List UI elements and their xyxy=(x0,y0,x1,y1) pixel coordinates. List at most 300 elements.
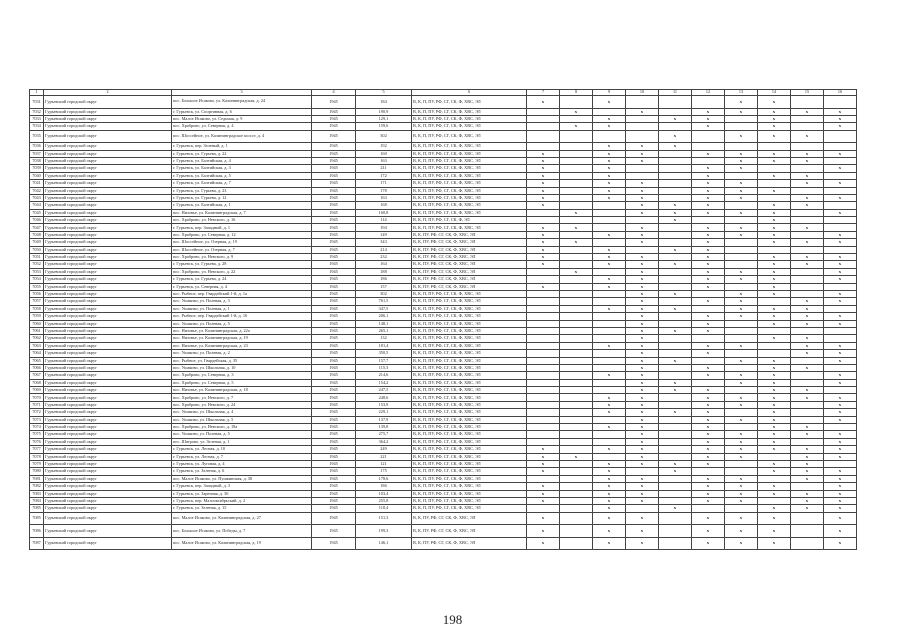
x-mark: x xyxy=(805,453,809,459)
mark-cell xyxy=(824,438,857,445)
mark-cell xyxy=(593,525,626,538)
area-cell: 249 xyxy=(356,446,412,453)
x-mark: x xyxy=(772,438,776,444)
mark-cell xyxy=(659,276,692,283)
mark-cell xyxy=(560,350,593,357)
works-cell: В, К, П, ПУ, РФ, СГ, СК, Ф, ХВС, ЭЛ xyxy=(412,401,527,408)
address-cell: г. Гурьевск, ул. Балтийская, д. 1 xyxy=(172,202,312,209)
mark-cell xyxy=(758,96,791,109)
works-cell: В, К, П, ПУ, РФ, СГ, СК, Ф, ХВС, ЭЛ xyxy=(412,327,527,334)
table-row xyxy=(30,342,857,349)
mark-cell xyxy=(626,239,659,246)
address-cell: г. Гурьевск, ул. Гурьева, д. 24 xyxy=(172,276,312,283)
mark-cell xyxy=(758,505,791,512)
mark-cell xyxy=(626,505,659,512)
mark-cell xyxy=(593,424,626,431)
x-mark: x xyxy=(541,283,545,289)
row-number: 7075 xyxy=(30,431,44,438)
mark-cell xyxy=(692,327,725,334)
mark-cell xyxy=(659,512,692,525)
area-cell: 160,8 xyxy=(356,209,412,216)
x-mark: x xyxy=(640,424,644,430)
area-cell: 255,8 xyxy=(356,497,412,504)
district-cell: Гурьевский городской округ xyxy=(44,130,172,143)
mark-cell xyxy=(527,246,560,253)
mark-cell xyxy=(560,364,593,371)
x-mark: x xyxy=(607,231,611,237)
table-row xyxy=(30,123,857,130)
mark-cell xyxy=(725,194,758,201)
x-mark: x xyxy=(706,165,710,171)
x-mark: x xyxy=(805,364,809,370)
mark-cell xyxy=(593,497,626,504)
year-cell: 1945 xyxy=(312,268,356,275)
mark-cell xyxy=(527,335,560,342)
mark-cell xyxy=(725,431,758,438)
mark-cell xyxy=(791,438,824,445)
x-mark: x xyxy=(673,387,677,393)
mark-cell xyxy=(692,180,725,187)
works-cell: В, К, П, ПУ, РФ, СГ, СК, Ф, ЭЛ xyxy=(412,217,527,224)
x-mark: x xyxy=(838,231,842,237)
area-cell: 350,5 xyxy=(356,350,412,357)
mark-cell xyxy=(725,305,758,312)
mark-cell xyxy=(791,416,824,423)
mark-cell xyxy=(626,276,659,283)
x-mark: x xyxy=(541,158,545,163)
mark-cell xyxy=(626,483,659,490)
mark-cell xyxy=(791,187,824,194)
x-mark: x xyxy=(706,515,710,521)
year-cell: 1945 xyxy=(312,224,356,231)
column-header-1: 1 xyxy=(30,90,44,96)
x-mark: x xyxy=(772,276,776,282)
x-mark: x xyxy=(805,150,809,156)
works-cell: В, К, П, ПУ, РФ, СГ, СК, Ф, ХВС, ЭЛ xyxy=(412,123,527,130)
x-mark: x xyxy=(838,409,842,415)
mark-cell xyxy=(791,268,824,275)
mark-cell xyxy=(725,453,758,460)
area-cell: 129,1 xyxy=(356,115,412,122)
mark-cell xyxy=(626,357,659,364)
mark-cell xyxy=(824,335,857,342)
address-cell: г. Гурьевск, ул. Балтийская, д. 7 xyxy=(172,180,312,187)
mark-cell xyxy=(758,290,791,297)
row-number: 7082 xyxy=(30,483,44,490)
year-cell: 1945 xyxy=(312,327,356,334)
mark-cell xyxy=(725,268,758,275)
mark-cell xyxy=(593,209,626,216)
x-mark: x xyxy=(640,342,644,348)
x-mark: x xyxy=(838,254,842,260)
x-mark: x xyxy=(607,461,611,467)
x-mark: x xyxy=(673,202,677,208)
area-cell: 229,1 xyxy=(356,409,412,416)
x-mark: x xyxy=(805,446,809,452)
works-cell: В, К, П, ПУ, РФ, СГ, СК, Ф, ХВС, ЭЛ xyxy=(412,224,527,231)
mark-cell xyxy=(626,172,659,179)
row-number: 7085 xyxy=(30,505,44,512)
x-mark: x xyxy=(805,342,809,348)
row-number: 7035 xyxy=(30,130,44,143)
mark-cell xyxy=(593,327,626,334)
table-row xyxy=(30,115,857,122)
mark-cell xyxy=(758,424,791,431)
x-mark: x xyxy=(706,313,710,319)
x-mark: x xyxy=(772,505,776,511)
x-mark: x xyxy=(607,115,611,121)
district-cell: Гурьевский городской округ xyxy=(44,150,172,157)
table-row xyxy=(30,172,857,179)
year-cell: 1945 xyxy=(312,537,356,550)
table-row xyxy=(30,202,857,209)
year-cell: 1945 xyxy=(312,202,356,209)
column-header-8: 8 xyxy=(560,90,593,96)
mark-cell xyxy=(824,460,857,467)
district-cell: Гурьевский городской округ xyxy=(44,446,172,453)
x-mark: x xyxy=(706,283,710,289)
mark-cell xyxy=(824,327,857,334)
table-row xyxy=(30,409,857,416)
mark-cell xyxy=(758,194,791,201)
mark-cell xyxy=(659,268,692,275)
x-mark: x xyxy=(574,209,578,215)
year-cell: 1945 xyxy=(312,446,356,453)
mark-cell xyxy=(527,254,560,261)
x-mark: x xyxy=(607,497,611,503)
mark-cell xyxy=(692,194,725,201)
mark-cell xyxy=(758,409,791,416)
mark-cell xyxy=(527,453,560,460)
mark-cell xyxy=(692,446,725,453)
mark-cell xyxy=(758,372,791,379)
x-mark: x xyxy=(640,261,644,267)
mark-cell xyxy=(824,490,857,497)
x-mark: x xyxy=(541,165,545,171)
address-cell: пос. Рыбное, ул. Гвардейская, д. 35 xyxy=(172,357,312,364)
mark-cell xyxy=(791,261,824,268)
x-mark: x xyxy=(838,342,842,348)
year-cell: 1945 xyxy=(312,172,356,179)
works-cell: В, К, П, ПУ, РФ, СГ, СК, Ф, ХВС, ЭЛ xyxy=(412,505,527,512)
district-cell: Гурьевский городской округ xyxy=(44,438,172,445)
row-number: 7080 xyxy=(30,468,44,475)
x-mark: x xyxy=(772,268,776,274)
x-mark: x xyxy=(739,342,743,348)
x-mark: x xyxy=(673,505,677,511)
x-mark: x xyxy=(805,305,809,311)
mark-cell xyxy=(692,342,725,349)
x-mark: x xyxy=(739,165,743,171)
x-mark: x xyxy=(706,438,710,444)
mark-cell xyxy=(758,187,791,194)
works-cell: В, К, П, ПУ, РФ, СГ, СК, Ф, ХВС, ЭЛ xyxy=(412,202,527,209)
x-mark: x xyxy=(772,394,776,400)
row-number: 7071 xyxy=(30,401,44,408)
district-cell: Гурьевский городской округ xyxy=(44,460,172,467)
mark-cell xyxy=(791,327,824,334)
row-number: 7057 xyxy=(30,298,44,305)
address-cell: пос. Большое Исаково, ул. Победы, д. 7 xyxy=(172,525,312,538)
mark-cell xyxy=(791,409,824,416)
mark-cell xyxy=(593,379,626,386)
mark-cell xyxy=(824,313,857,320)
x-mark: x xyxy=(838,350,842,356)
mark-cell xyxy=(824,231,857,238)
mark-cell xyxy=(824,475,857,482)
column-header-15: 15 xyxy=(791,90,824,96)
area-cell: 761,5 xyxy=(356,298,412,305)
x-mark: x xyxy=(673,261,677,267)
mark-cell xyxy=(692,357,725,364)
x-mark: x xyxy=(805,202,809,208)
mark-cell xyxy=(626,313,659,320)
x-mark: x xyxy=(838,468,842,474)
x-mark: x xyxy=(640,475,644,481)
x-mark: x xyxy=(607,401,611,407)
x-mark: x xyxy=(706,364,710,370)
x-mark: x xyxy=(673,209,677,215)
mark-cell xyxy=(791,401,824,408)
mark-cell xyxy=(791,424,824,431)
mark-cell xyxy=(659,438,692,445)
column-header-6: 6 xyxy=(412,90,527,96)
x-mark: x xyxy=(673,305,677,311)
mark-cell xyxy=(758,261,791,268)
x-mark: x xyxy=(706,431,710,437)
mark-cell xyxy=(725,209,758,216)
mark-cell xyxy=(659,150,692,157)
x-mark: x xyxy=(838,505,842,511)
x-mark: x xyxy=(772,468,776,474)
x-mark: x xyxy=(805,313,809,319)
table-row xyxy=(30,224,857,231)
district-cell: Гурьевский городской округ xyxy=(44,224,172,231)
mark-cell xyxy=(791,357,824,364)
year-cell: 1945 xyxy=(312,320,356,327)
x-mark: x xyxy=(640,150,644,156)
column-header-12: 12 xyxy=(692,90,725,96)
row-number: 7083 xyxy=(30,490,44,497)
mark-cell xyxy=(791,298,824,305)
mark-cell xyxy=(692,157,725,164)
row-number: 7044 xyxy=(30,202,44,209)
works-cell: В, К, П, ПУ, РФ, СГ, СК, Ф, ХВС, ЭЛ xyxy=(412,165,527,172)
x-mark: x xyxy=(640,180,644,186)
mark-cell xyxy=(692,115,725,122)
mark-cell xyxy=(725,350,758,357)
x-mark: x xyxy=(739,150,743,156)
mark-cell xyxy=(824,239,857,246)
mark-cell xyxy=(527,512,560,525)
mark-cell xyxy=(626,438,659,445)
x-mark: x xyxy=(706,150,710,156)
mark-cell xyxy=(758,180,791,187)
x-mark: x xyxy=(739,431,743,437)
mark-cell xyxy=(692,143,725,150)
year-cell: 1945 xyxy=(312,246,356,253)
x-mark: x xyxy=(772,239,776,245)
mark-cell xyxy=(626,217,659,224)
works-cell: В, К, П, ПУ, РФ, СГ, СК, Ф, ХВС, ЭЛ xyxy=(412,209,527,216)
area-cell: 211 xyxy=(356,165,412,172)
district-cell: Гурьевский городской округ xyxy=(44,409,172,416)
mark-cell xyxy=(758,438,791,445)
mark-cell xyxy=(692,150,725,157)
mark-cell xyxy=(593,387,626,394)
x-mark: x xyxy=(541,490,545,496)
mark-cell xyxy=(758,115,791,122)
address-cell: пос. Шатрово, ул. Зеленая, д. 1 xyxy=(172,438,312,445)
row-number: 7050 xyxy=(30,246,44,253)
district-cell: Гурьевский городской округ xyxy=(44,305,172,312)
table-row xyxy=(30,475,857,482)
mark-cell xyxy=(560,298,593,305)
district-cell: Гурьевский городской округ xyxy=(44,261,172,268)
mark-cell xyxy=(593,490,626,497)
mark-cell xyxy=(659,468,692,475)
x-mark: x xyxy=(706,209,710,215)
mark-cell xyxy=(560,416,593,423)
mark-cell xyxy=(659,194,692,201)
x-mark: x xyxy=(739,401,743,407)
year-cell: 1945 xyxy=(312,96,356,109)
mark-cell xyxy=(626,283,659,290)
works-cell: В, К, П, ПУ, РФ, СГ, СК, Ф, ХВС, ЭЛ xyxy=(412,187,527,194)
area-cell: 265,1 xyxy=(356,327,412,334)
mark-cell xyxy=(527,490,560,497)
area-cell: 151,3 xyxy=(356,512,412,525)
mark-cell xyxy=(791,231,824,238)
row-number: 7087 xyxy=(30,537,44,550)
x-mark: x xyxy=(838,108,842,114)
mark-cell xyxy=(527,231,560,238)
x-mark: x xyxy=(772,320,776,326)
district-cell: Гурьевский городской округ xyxy=(44,194,172,201)
mark-cell xyxy=(626,387,659,394)
row-number: 7067 xyxy=(30,372,44,379)
column-header-16: 16 xyxy=(824,90,857,96)
x-mark: x xyxy=(607,123,611,129)
year-cell: 1945 xyxy=(312,401,356,408)
mark-cell xyxy=(527,409,560,416)
mark-cell xyxy=(791,497,824,504)
x-mark: x xyxy=(706,424,710,430)
page-number: 198 xyxy=(442,612,463,627)
works-cell: В, К, П, ПУ, РФ, СГ, СК, Ф, ХВС, ЭЛ xyxy=(412,387,527,394)
x-mark: x xyxy=(838,431,842,437)
mark-cell xyxy=(791,305,824,312)
table-body xyxy=(30,90,857,550)
mark-cell xyxy=(758,453,791,460)
mark-cell xyxy=(593,123,626,130)
x-mark: x xyxy=(607,261,611,267)
mark-cell xyxy=(758,490,791,497)
mark-cell xyxy=(626,108,659,115)
mark-cell xyxy=(758,387,791,394)
address-cell: пос. Храброво, ул. Невского, д. 16 xyxy=(172,217,312,224)
works-cell: В, К, П, ПУ, РФ, СГ, СК, Ф, ХВС, ЭЛ xyxy=(412,108,527,115)
x-mark: x xyxy=(541,453,545,459)
x-mark: x xyxy=(640,394,644,400)
mark-cell xyxy=(593,453,626,460)
table-row xyxy=(30,231,857,238)
mark-cell xyxy=(824,172,857,179)
row-number: 7066 xyxy=(30,364,44,371)
x-mark: x xyxy=(739,98,743,104)
year-cell: 1945 xyxy=(312,512,356,525)
table-row xyxy=(30,313,857,320)
mark-cell xyxy=(659,231,692,238)
mark-cell xyxy=(593,108,626,115)
mark-cell xyxy=(725,357,758,364)
mark-cell xyxy=(791,283,824,290)
area-cell: 247,5 xyxy=(356,387,412,394)
x-mark: x xyxy=(607,409,611,415)
mark-cell xyxy=(593,483,626,490)
table-row xyxy=(30,143,857,150)
works-cell: В, К, П, ПУ, РФ, СГ, СК, Ф, ХВС, ЭЛ xyxy=(412,194,527,201)
mark-cell xyxy=(824,209,857,216)
address-cell: г. Гурьевск, ул. Гурьева, д. 12 xyxy=(172,194,312,201)
x-mark: x xyxy=(838,475,842,481)
works-cell: В, К, П, ПУ, РФ, СГ, СК, Ф, ХВС, ЭЛ xyxy=(412,313,527,320)
x-mark: x xyxy=(640,401,644,407)
table-row xyxy=(30,490,857,497)
year-cell: 1945 xyxy=(312,115,356,122)
district-cell: Гурьевский городской округ xyxy=(44,416,172,423)
x-mark: x xyxy=(607,394,611,400)
column-header-3: 3 xyxy=(172,90,312,96)
mark-cell xyxy=(758,350,791,357)
works-cell: В, К, П, ПУ, РФ, СГ, СК, Ф, ХВС, ЭЛ xyxy=(412,320,527,327)
mark-cell xyxy=(824,416,857,423)
mark-cell xyxy=(527,424,560,431)
area-cell: 178,6 xyxy=(356,475,412,482)
mark-cell xyxy=(593,276,626,283)
mark-cell xyxy=(527,194,560,201)
x-mark: x xyxy=(739,298,743,304)
mark-cell xyxy=(560,335,593,342)
mark-cell xyxy=(824,387,857,394)
x-mark: x xyxy=(541,446,545,452)
district-cell: Гурьевский городской округ xyxy=(44,108,172,115)
x-mark: x xyxy=(706,180,710,186)
table-row xyxy=(30,239,857,246)
mark-cell xyxy=(659,217,692,224)
register-table xyxy=(29,89,857,550)
mark-cell xyxy=(527,460,560,467)
mark-cell xyxy=(626,130,659,143)
mark-cell xyxy=(593,283,626,290)
mark-cell xyxy=(626,431,659,438)
x-mark: x xyxy=(805,108,809,114)
x-mark: x xyxy=(805,505,809,511)
x-mark: x xyxy=(772,540,776,546)
district-cell: Гурьевский городской округ xyxy=(44,468,172,475)
row-number: 7065 xyxy=(30,357,44,364)
row-number: 7031 xyxy=(30,96,44,109)
x-mark: x xyxy=(772,305,776,311)
mark-cell xyxy=(824,431,857,438)
x-mark: x xyxy=(838,497,842,503)
mark-cell xyxy=(560,372,593,379)
address-cell: пос. Малое Исаково, ул. Калининградская, д. 19 xyxy=(172,537,312,550)
mark-cell xyxy=(626,364,659,371)
mark-cell xyxy=(527,123,560,130)
mark-cell xyxy=(560,239,593,246)
year-cell: 1945 xyxy=(312,313,356,320)
